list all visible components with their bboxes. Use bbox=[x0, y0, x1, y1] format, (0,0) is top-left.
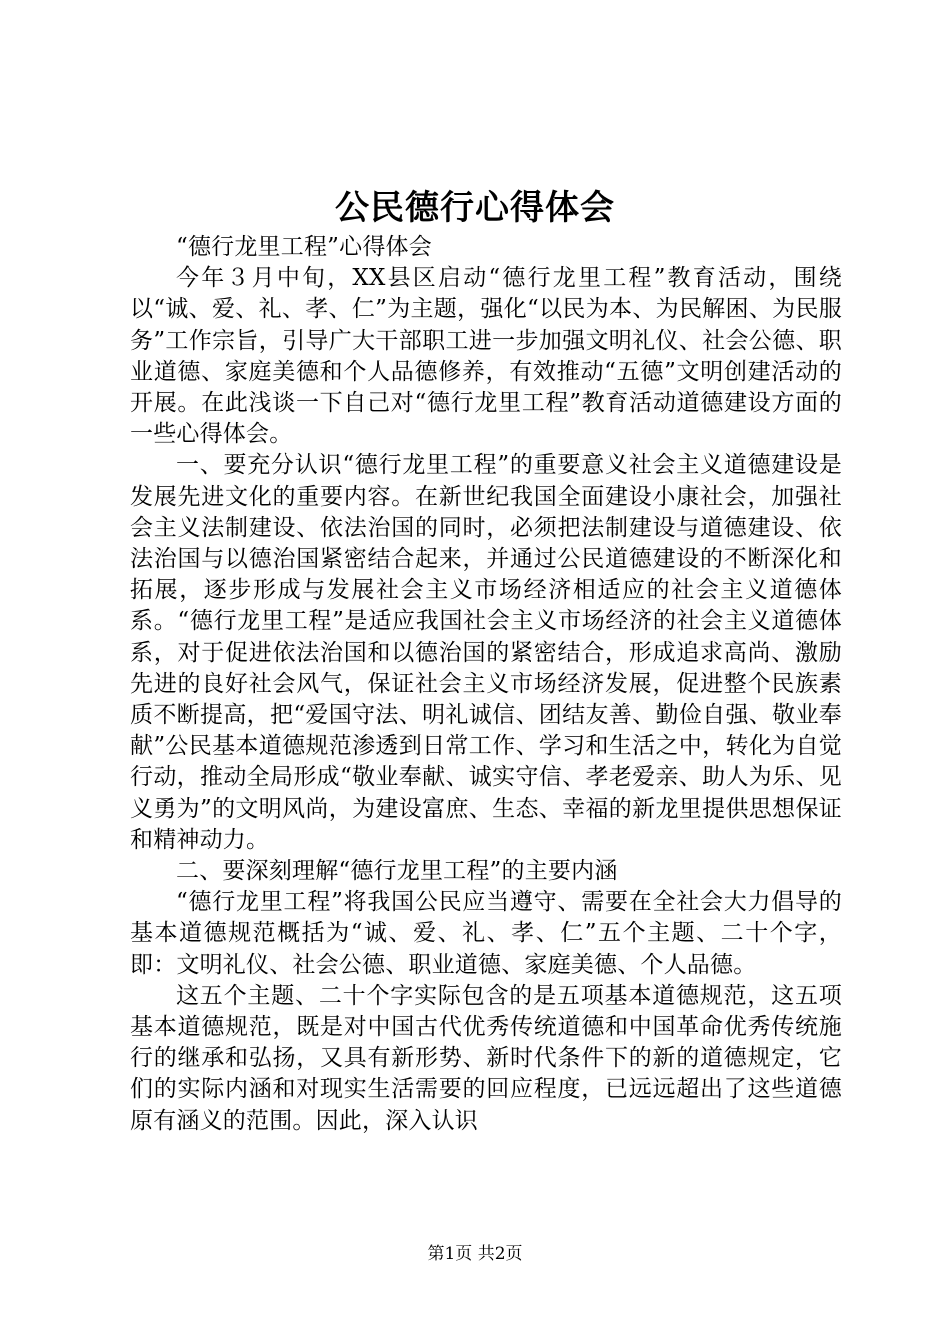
page-footer: 第1页 共2页 bbox=[427, 1244, 523, 1264]
body-paragraph: “德行龙里工程”将我国公民应当遵守、需要在全社会大力倡导的基本道德规范概括为“诚、爱、礼、孝、仁”五个主题、二十个字，即：文明礼仪、社会公德、职业道德、家庭美德、个人品德。 bbox=[130, 889, 842, 978]
body-paragraph: 一、要充分认识“德行龙里工程”的重要意义社会主义道德建设是发展先进文化的重要内容。在新世纪我国全面建设小康社会，加强社会主义法制建设、依法治国的同时，必须把法制建设与道德建设、依法治国与以德治国紧密结合起来，并通过公民道德建设的不断深化和拓展，逐步形成与发展社会主义市场经济相适应的社会主义道德体系。“德行龙里工程”是适应我国社会主义市场经济的社会主义道德体系，对于促进依法治国和以德治国的紧密结合，形成追求高尚、激励先进的良好社会风气，保证社会主义市场经济发展，促进整个民族素质不断提高，把“爱国守法、明礼诚信、团结友善、勤俭自强、敬业奉献”公民基本道德规范渗透到日常工作、学习和生活之中，转化为自觉行动，推动全局形成“敬业奉献、诚实守信、孝老爱亲、助人为乐、见义勇为”的文明风尚，为建设富庶、生态、幸福的新龙里提供思想保证和精神动力。 bbox=[130, 452, 842, 853]
document-title: 公民德行心得体会 bbox=[335, 188, 615, 228]
body-paragraph: 今年３月中旬，XX县区启动“德行龙里工程”教育活动，围绕以“诚、爱、礼、孝、仁”为主题，强化“以民为本、为民解困、为民服务”工作宗旨，引导广大干部职工进一步加强文明礼仪、社会公德、职业道德、家庭美德和个人品德修养，有效推动“五德”文明创建活动的开展。在此浅谈一下自己对“德行龙里工程”教育活动道德建设方面的一些心得体会。 bbox=[130, 265, 842, 448]
subtitle-paragraph: “德行龙里工程”心得体会 bbox=[176, 234, 432, 260]
body-paragraph: 这五个主题、二十个字实际包含的是五项基本道德规范，这五项基本道德规范，既是对中国古代优秀传统道德和中国革命优秀传统施行的继承和弘扬，又具有新形势、新时代条件下的新的道德规定，它们的实际内涵和对现实生活需要的回应程度，已远远超出了这些道德原有涵义的范围。因此，深入认识 bbox=[130, 982, 842, 1134]
document-body bbox=[130, 232, 842, 1137]
section-heading: 二、要深刻理解“德行龙里工程”的主要内涵 bbox=[176, 858, 618, 885]
